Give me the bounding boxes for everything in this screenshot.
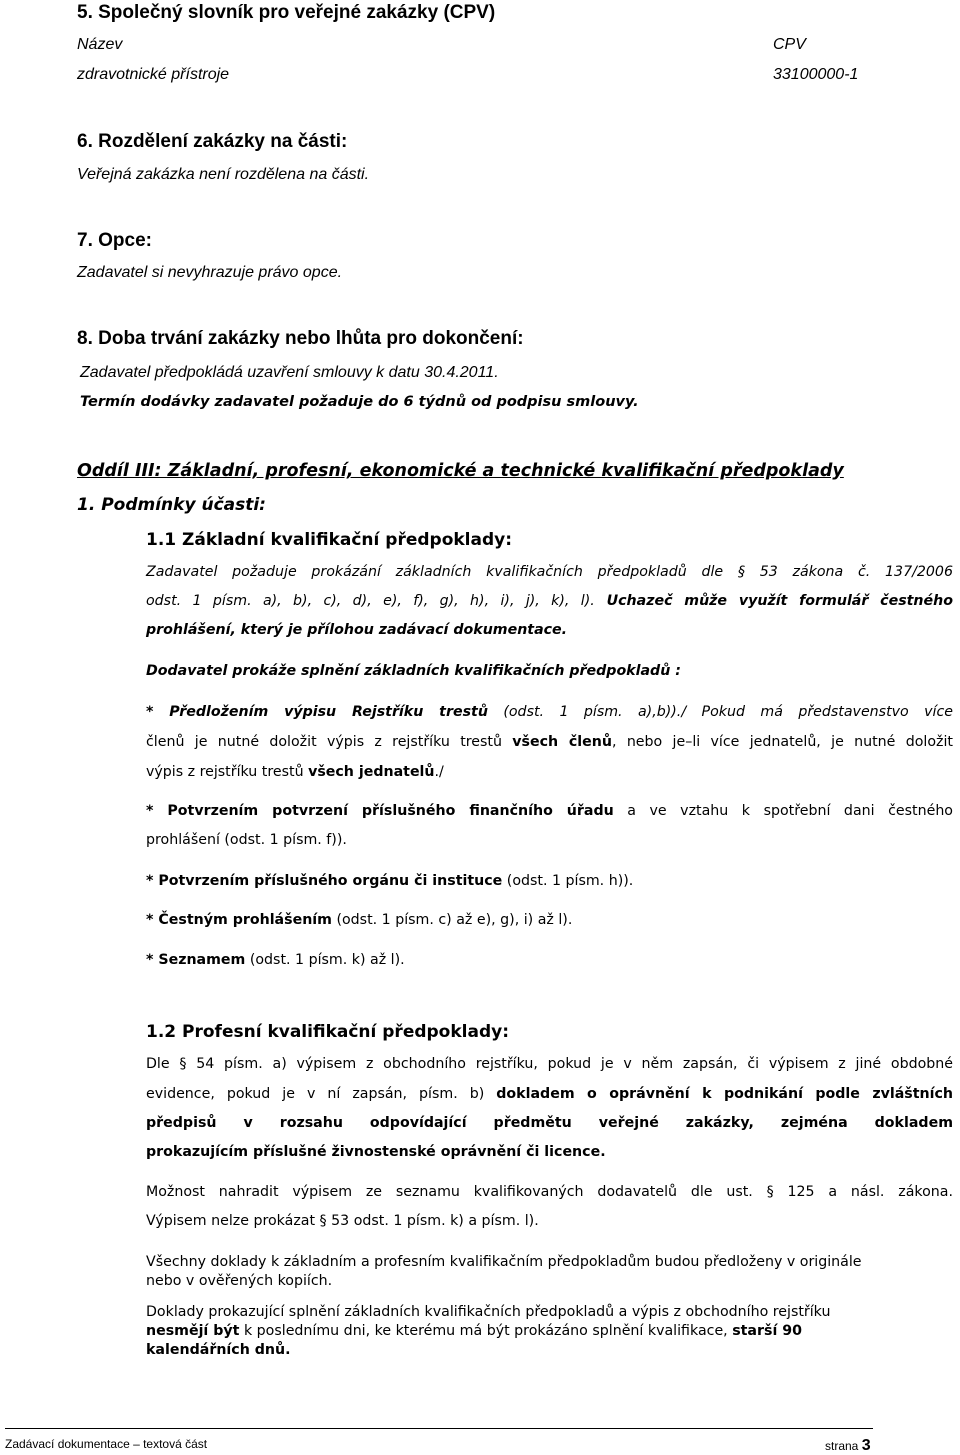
bullet-4 xyxy=(146,912,572,928)
footer-page-label: strana xyxy=(825,1439,859,1453)
bullet-2-a: * Potvrzením potvrzení příslušného finančního úřadu xyxy=(146,803,614,819)
p11-line2 xyxy=(146,593,953,609)
p12-line2-a: evidence, pokud je v ní zapsán, písm. b) xyxy=(146,1086,497,1102)
bullet-4-a: * Čestným prohlášením xyxy=(146,912,332,928)
p11-line3: prohlášení, který je přílohou zadávací dokumentace. xyxy=(146,622,568,638)
professional-qualification-heading: 1.2 Profesní kvalifikační předpoklady: xyxy=(146,1022,510,1042)
bullet-1-b: (odst. 1 písm. a),b)). xyxy=(487,704,682,720)
section-5-heading: 5. Společný slovník pro veřejné zakázky (CPV) xyxy=(77,2,496,23)
p12-line2-b: dokladem o oprávnění k podnikání podle zvláštních xyxy=(496,1086,953,1102)
cpv-col-name: Název xyxy=(77,36,123,53)
bullet-5-b: (odst. 1 písm. k) až l). xyxy=(245,952,405,968)
oddil-heading: Oddíl III: Základní, profesní, ekonomické a technické kvalifikační předpoklady xyxy=(77,461,844,481)
section-8-heading: 8. Doba trvání zakázky nebo lhůta pro dokončení: xyxy=(77,328,524,349)
p12-line3: předpisů v rozsahu odpovídající předmětu veřejné zakázky, zejména dokladem xyxy=(146,1115,953,1131)
footer-page xyxy=(825,1437,871,1455)
conditions-heading: 1. Podmínky účasti: xyxy=(77,495,266,515)
bullet-1-line2 xyxy=(146,734,953,750)
bullet-2-line2: prohlášení (odst. 1 písm. f)). xyxy=(146,832,347,848)
bullet-1-c: / Pokud má představenstvo více xyxy=(681,704,953,720)
bullet-1-g: výpis z rejstříku trestů xyxy=(146,764,309,780)
p11-line1: Zadavatel požaduje prokázání základních kvalifikačních předpokladů dle § 53 zákona č. 137/2006 xyxy=(146,564,953,580)
p11-line2-b: Uchazeč může využít formulář čestného xyxy=(594,593,953,609)
p12-vypisem: Výpisem nelze prokázat § 53 odst. 1 písm. k) a písm. l). xyxy=(146,1213,539,1229)
bullet-1-h: všech jednatelů xyxy=(308,764,435,780)
p12-doklady-2c: starší 90 xyxy=(732,1323,802,1339)
bullet-5 xyxy=(146,952,405,968)
p11-line2-a: odst. 1 písm. a), b), c), d), e), f), g), h), i), j), k), l). xyxy=(146,593,595,609)
bullet-3 xyxy=(146,873,633,889)
cpv-col-cpv: CPV xyxy=(773,36,806,53)
p12-doklady-2a: nesmějí být xyxy=(146,1323,240,1339)
bullet-1-f: , nebo je–li více jednatelů, je nutné doložit xyxy=(611,734,953,750)
footer-divider xyxy=(5,1428,873,1429)
bullet-4-b: (odst. 1 písm. c) až e), g), i) až l). xyxy=(331,912,573,928)
bullet-3-b: (odst. 1 písm. h)). xyxy=(502,873,634,889)
p12-vsechny-1: Všechny doklady k základním a profesním kvalifikačním předpokladům budou předloženy v originále xyxy=(146,1254,862,1270)
bullet-1-i: ./ xyxy=(434,764,444,780)
cpv-code-value: 33100000-1 xyxy=(773,66,859,83)
bullet-1-a: * Předložením výpisu Rejstříku trestů xyxy=(146,704,488,720)
bullet-1-line1 xyxy=(146,704,953,720)
bullet-1-e: všech členů xyxy=(512,734,612,750)
bullet-3-a: * Potvrzením příslušného orgánu či instituce xyxy=(146,873,503,889)
bullet-1-d: členů je nutné doložit výpis z rejstříku trestů xyxy=(146,734,513,750)
p12-moznost: Možnost nahradit výpisem ze seznamu kvalifikovaných dodavatelů dle ust. § 125 a násl. zákona. xyxy=(146,1184,953,1200)
section-6-text: Veřejná zakázka není rozdělena na části. xyxy=(77,166,370,183)
section-8-line2: Termín dodávky zadavatel požaduje do 6 týdnů od podpisu smlouvy. xyxy=(80,394,639,410)
cpv-name-value: zdravotnické přístroje xyxy=(77,66,230,83)
p12-vsechny-2: nebo v ověřených kopiích. xyxy=(146,1273,333,1289)
p12-doklady-2 xyxy=(146,1323,802,1339)
section-7-heading: 7. Opce: xyxy=(77,230,152,251)
bullet-2-line1 xyxy=(146,803,953,819)
p12-doklady-2b: k poslednímu dni, ke kterému má být prokázáno splnění kvalifikace, xyxy=(239,1323,733,1339)
bullet-5-a: * Seznamem xyxy=(146,952,246,968)
p12-doklady-3: kalendářních dnů. xyxy=(146,1342,291,1358)
section-6-heading: 6. Rozdělení zakázky na části: xyxy=(77,131,348,152)
footer-page-number: 3 xyxy=(861,1437,871,1454)
p12-line1: Dle § 54 písm. a) výpisem z obchodního rejstříku, pokud je v něm zapsán, či výpisem z jiné obdobné xyxy=(146,1056,953,1072)
p12-line2 xyxy=(146,1086,953,1102)
bullet-2-b: a ve vztahu k spotřební dani čestného xyxy=(613,803,953,819)
section-8-line1: Zadavatel předpokládá uzavření smlouvy k datu 30.4.2011. xyxy=(80,364,499,381)
p12-line4: prokazujícím příslušné živnostenské oprávnění či licence. xyxy=(146,1144,606,1160)
bullet-1-line3 xyxy=(146,764,444,780)
p12-doklady-1: Doklady prokazující splnění základních kvalifikačních předpokladů a výpis z obchodního rejstříku xyxy=(146,1304,831,1320)
section-7-text: Zadavatel si nevyhrazuje právo opce. xyxy=(77,264,343,281)
footer-title: Zadávací dokumentace – textová část xyxy=(5,1437,208,1451)
p11-dodavatel: Dodavatel prokáže splnění základních kvalifikačních předpokladů : xyxy=(146,663,681,679)
basic-qualification-heading: 1.1 Základní kvalifikační předpoklady: xyxy=(146,530,513,550)
